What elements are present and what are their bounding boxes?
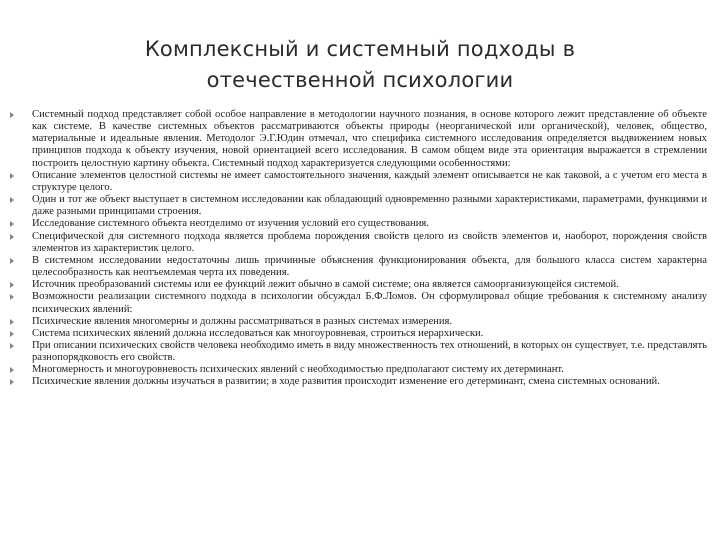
triangle-bullet-icon [10, 258, 14, 264]
triangle-bullet-icon [10, 319, 14, 325]
list-item [10, 255, 707, 279]
list-item [10, 279, 707, 291]
list-item-text: Психические явления должны изучаться в развитии; в ходе развития происходит изменение его детерминант, смена системных оснований. [32, 376, 660, 388]
list-item [10, 218, 707, 230]
bullet-list [10, 109, 707, 389]
triangle-bullet-icon [10, 379, 14, 385]
list-item-text: Один и тот же объект выступает в системном исследовании как обладающий одновременно разными характеристиками, параметрами, функциями и даже разными принципами строения. [32, 194, 707, 218]
list-item-text: Психические явления многомерны и должны рассматриваться в разных системах измерения. [32, 315, 453, 327]
list-item-text: Исследование системного объекта неотделимо от изучения условий его существования. [32, 218, 429, 230]
list-item [10, 376, 707, 388]
triangle-bullet-icon [10, 221, 14, 227]
list-item [10, 328, 707, 340]
list-item-text: Источник преобразований системы или ее функций лежит обычно в самой системе; она является самоорганизующейся системой. [32, 279, 619, 291]
list-item [10, 109, 707, 170]
triangle-bullet-icon [10, 173, 14, 179]
list-item-text: При описании психических свойств человека необходимо иметь в виду множественность тех отношений, в которых он существует, т.е. представлять разнопорядковость его свойств. [32, 339, 707, 364]
triangle-bullet-icon [10, 197, 14, 203]
list-item-text: Описание элементов целостной системы не имеет самостоятельного значения, каждый элемент описывается не как таковой, а с учетом его места в структуре целого. [32, 169, 707, 193]
list-item [10, 291, 707, 315]
list-item-text: Системный подход представляет собой особое направление в методологии научного познания, в основе которого лежит представление об объекте как системе. В качестве системных объектов рассматриваются объекты природы (неорганической или органической), человек, общество, материальные и идеальные явления. Методолог Э.Г.Юдин отмечал, что специфика системного исследования определяется выдвижением новых принципов подхода к объекту изучения, новой ориентацией всего исследования. В самом общем виде эта ориентация выражается в стремлении построить целостную картину объекта. Системный подход характеризуется следующими особенностями: [32, 109, 707, 169]
list-item-text: Специфической для системного подхода является проблема порождения свойств целого из свойств элементов и, наоборот, порождения свойств элементов из характеристик целого. [32, 230, 707, 254]
triangle-bullet-icon [10, 112, 14, 118]
triangle-bullet-icon [10, 294, 14, 300]
slide-title-line-1: Комплексный и системный подходы в [144, 37, 576, 61]
slide-title [0, 34, 720, 96]
list-item [10, 340, 707, 364]
triangle-bullet-icon [10, 367, 14, 373]
list-item [10, 316, 707, 328]
list-item-text: Многомерность и многоуровневость психических явлений с необходимостью предполагают систему их детерминант. [32, 364, 564, 376]
triangle-bullet-icon [10, 282, 14, 288]
list-item-text: Возможности реализации системного подхода в психологии обсуждал Б.Ф.Ломов. Он сформулировал общие требования к системному анализу психических явлений: [32, 291, 707, 315]
triangle-bullet-icon [10, 234, 14, 240]
slide-title-line-2: отечественной психологии [206, 68, 514, 92]
list-item [10, 170, 707, 194]
list-item [10, 231, 707, 255]
list-item [10, 194, 707, 218]
list-item-text: В системном исследовании недостаточны лишь причинные объяснения функционирования объекта, для большого класса систем характерна целесообразность как неотъемлемая черта их поведения. [32, 254, 707, 279]
triangle-bullet-icon [10, 331, 14, 337]
list-item-text: Система психических явлений должна исследоваться как многоуровневая, строиться иерархически. [32, 327, 484, 339]
triangle-bullet-icon [10, 343, 14, 349]
list-item [10, 364, 707, 376]
